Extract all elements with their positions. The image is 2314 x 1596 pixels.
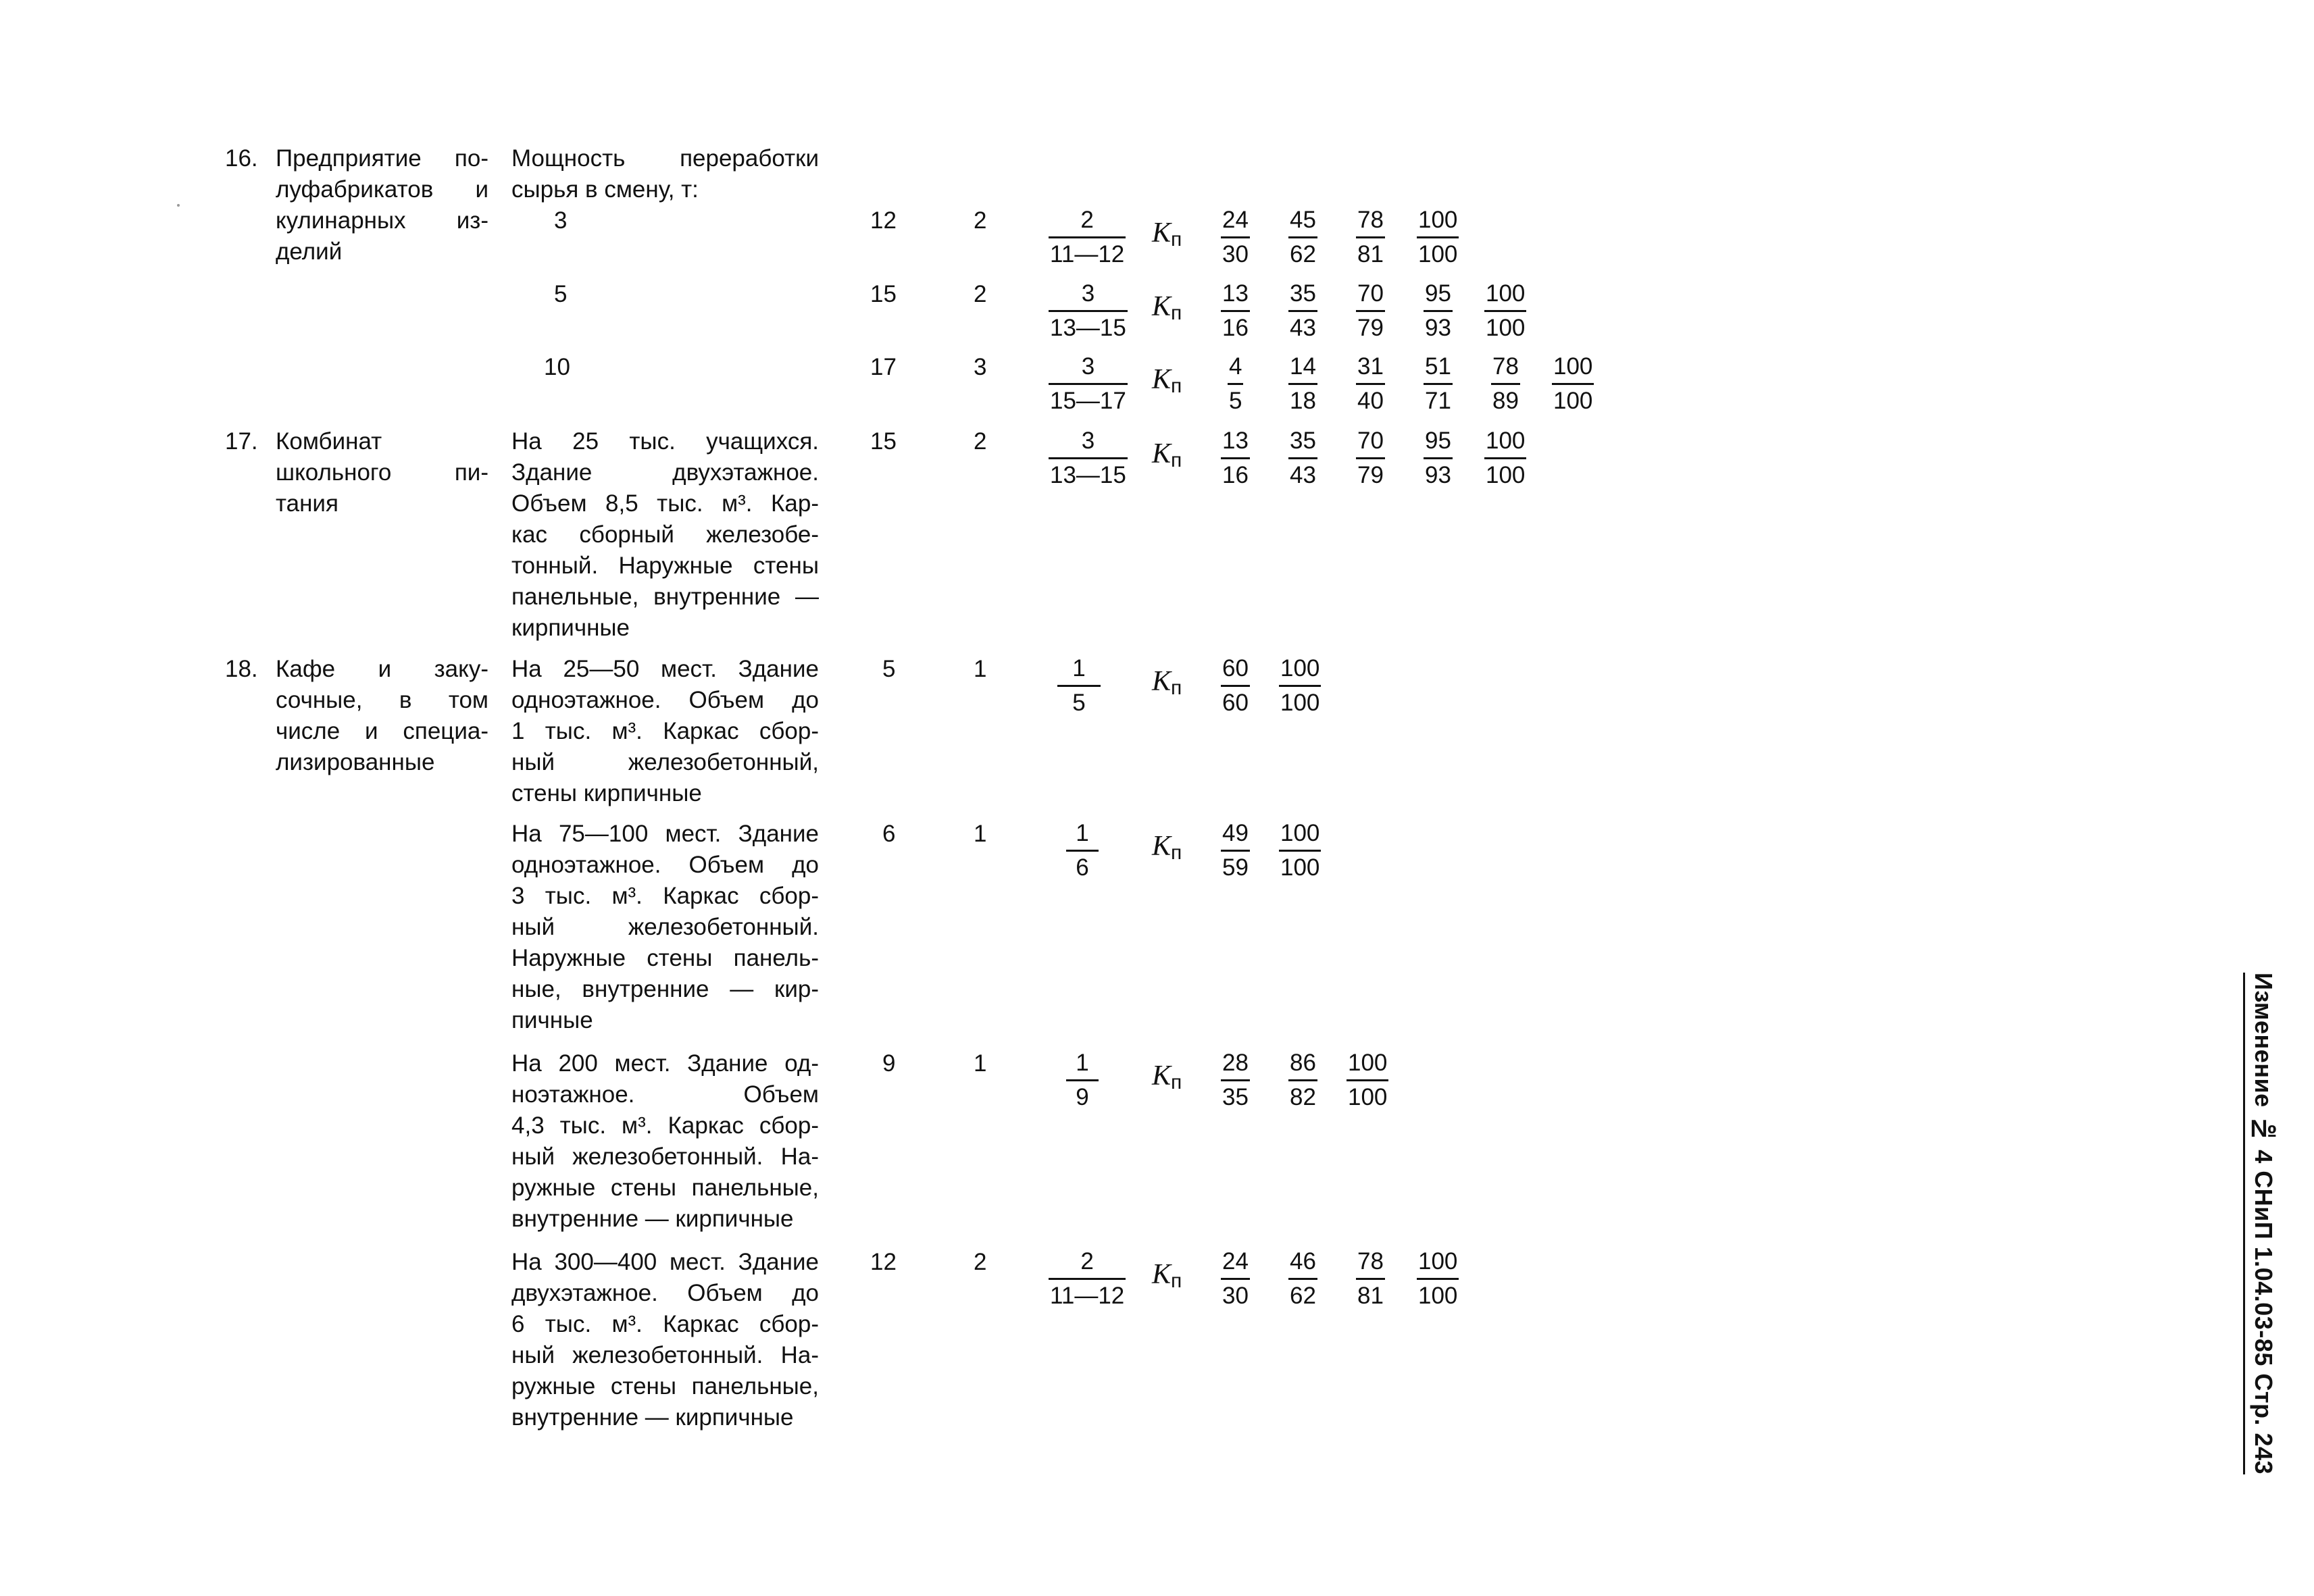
distribution-fraction: $\frac{28}{35}$ bbox=[1222, 1050, 1249, 1110]
distribution-fraction: $\frac{46}{62}$ bbox=[1290, 1248, 1316, 1309]
column-2-value: 1 bbox=[974, 656, 987, 682]
item-number: 18. bbox=[225, 656, 258, 682]
kp-symbol: $K_п$ bbox=[1152, 1060, 1182, 1093]
distribution-fraction: $\frac{100}{100}$ bbox=[1418, 207, 1458, 267]
distribution-fraction: $\frac{51}{71}$ bbox=[1425, 353, 1451, 414]
item-name: Кафе и заку- сочные, в том числе и специа- лизированные bbox=[276, 656, 488, 775]
distribution-fraction: $\frac{31}{40}$ bbox=[1357, 353, 1384, 414]
page-caption: Изменение № 4 СНиП 1.04.03-85 Стр. 243 bbox=[2243, 973, 2278, 1474]
distribution-fraction: $\frac{70}{79}$ bbox=[1357, 280, 1384, 341]
distribution-fraction: $\frac{49}{59}$ bbox=[1222, 820, 1249, 881]
kp-symbol: $K_п$ bbox=[1152, 291, 1182, 324]
fraction: $\frac{1}{9}$ bbox=[1066, 1050, 1099, 1111]
column-2-value: 1 bbox=[974, 821, 987, 847]
distribution-fraction: $\frac{24}{30}$ bbox=[1222, 207, 1249, 267]
distribution-fraction: $\frac{100}{100}$ bbox=[1280, 820, 1320, 881]
distribution-fraction: $\frac{24}{30}$ bbox=[1222, 1248, 1249, 1309]
column-2-value: 1 bbox=[974, 1050, 987, 1077]
distribution-fraction: $\frac{100}{100}$ bbox=[1486, 428, 1526, 488]
column-2-value: 2 bbox=[974, 281, 987, 307]
distribution-fraction: $\frac{60}{60}$ bbox=[1222, 655, 1249, 716]
distribution-fraction: $\frac{4}{5}$ bbox=[1229, 353, 1242, 414]
item-number: 16. bbox=[225, 145, 258, 172]
column-1-value: 12 bbox=[870, 207, 897, 234]
column-2-value: 3 bbox=[974, 354, 987, 380]
column-1-value: 12 bbox=[870, 1249, 897, 1275]
fraction: $\frac{3}{13—15}$ bbox=[1050, 280, 1126, 341]
kp-symbol: $K_п$ bbox=[1152, 438, 1182, 471]
row-description: На 25—50 мест. Здание одноэтажное. Объем до 1 тыс. м³. Каркас сбор- ный железобетонный, стены кирпичные bbox=[511, 656, 819, 806]
column-1-value: 6 bbox=[882, 821, 896, 847]
distribution-fraction: $\frac{100}{100}$ bbox=[1280, 655, 1320, 716]
distribution-fraction: $\frac{13}{16}$ bbox=[1222, 428, 1249, 488]
kp-symbol: $K_п$ bbox=[1152, 1259, 1182, 1292]
distribution-fraction: $\frac{100}{100}$ bbox=[1486, 280, 1526, 341]
column-1-value: 9 bbox=[882, 1050, 896, 1077]
distribution-fraction: $\frac{78}{89}$ bbox=[1492, 353, 1519, 414]
fraction: $\frac{1}{6}$ bbox=[1066, 820, 1099, 881]
column-2-value: 2 bbox=[974, 428, 987, 455]
distribution-fraction: $\frac{100}{100}$ bbox=[1348, 1050, 1388, 1110]
column-1-value: 15 bbox=[870, 281, 897, 307]
distribution-fraction: $\frac{78}{81}$ bbox=[1357, 207, 1384, 267]
kp-symbol: $K_п$ bbox=[1152, 217, 1182, 251]
distribution-fraction: $\frac{95}{93}$ bbox=[1425, 428, 1451, 488]
distribution-fraction: $\frac{14}{18}$ bbox=[1290, 353, 1316, 414]
distribution-fraction: $\frac{78}{81}$ bbox=[1357, 1248, 1384, 1309]
distribution-fraction: $\frac{86}{82}$ bbox=[1290, 1050, 1316, 1110]
fraction: $\frac{2}{11—12}$ bbox=[1050, 207, 1125, 267]
column-2-value: 2 bbox=[974, 1249, 987, 1275]
row-description: На 25 тыс. учащихся. Здание двухэтажное. Объем 8,5 тыс. м³. Кар- кас сборный железобе- тонный. Наружные стены панельные, внутренние — кирпичные bbox=[511, 428, 819, 641]
distribution-fraction: $\frac{45}{62}$ bbox=[1290, 207, 1316, 267]
fraction: $\frac{3}{15—17}$ bbox=[1050, 353, 1126, 414]
item-name: Предприятие по- луфабрикатов и кулинарных из- делий bbox=[276, 145, 488, 265]
row-description: 10 bbox=[544, 354, 570, 380]
row-description: На 200 мест. Здание од- ноэтажное. Объем 4,3 тыс. м³. Каркас сбор- ный железобетонный. На- ружные стены панельные, внутренние — кирпичные bbox=[511, 1050, 819, 1232]
row-description: 5 bbox=[554, 281, 568, 307]
fraction: $\frac{1}{5}$ bbox=[1057, 655, 1101, 717]
distribution-fraction: $\frac{35}{43}$ bbox=[1290, 280, 1316, 341]
row-description: На 300—400 мест. Здание двухэтажное. Объем до 6 тыс. м³. Каркас сбор- ный железобетонный. На- ружные стены панельные, внутренние — кирпичные bbox=[511, 1249, 819, 1431]
item-name: Комбинат школьного пи- тания bbox=[276, 428, 488, 517]
row-description: 3 bbox=[554, 207, 568, 234]
item-number: 17. bbox=[225, 428, 258, 455]
distribution-fraction: $\frac{35}{43}$ bbox=[1290, 428, 1316, 488]
column-1-value: 15 bbox=[870, 428, 897, 455]
distribution-fraction: $\frac{100}{100}$ bbox=[1418, 1248, 1458, 1309]
fraction: $\frac{2}{11—12}$ bbox=[1050, 1248, 1125, 1309]
column-1-value: 5 bbox=[882, 656, 896, 682]
row-description: На 75—100 мест. Здание одноэтажное. Объем до 3 тыс. м³. Каркас сбор- ный железобетонный. Наружные стены панель- ные, внутренние — кир- пичные bbox=[511, 821, 819, 1033]
distribution-fraction: $\frac{95}{93}$ bbox=[1425, 280, 1451, 341]
kp-symbol: $K_п$ bbox=[1152, 666, 1182, 699]
scan-speck bbox=[177, 204, 180, 207]
fraction: $\frac{3}{13—15}$ bbox=[1050, 428, 1126, 488]
distribution-fraction: $\frac{70}{79}$ bbox=[1357, 428, 1384, 488]
column-1-value: 17 bbox=[870, 354, 897, 380]
column-2-value: 2 bbox=[974, 207, 987, 234]
distribution-fraction: $\frac{13}{16}$ bbox=[1222, 280, 1249, 341]
kp-symbol: $K_п$ bbox=[1152, 364, 1182, 397]
kp-symbol: $K_п$ bbox=[1152, 831, 1182, 864]
distribution-fraction: $\frac{100}{100}$ bbox=[1553, 353, 1593, 414]
item-header: Мощность переработки сырья в смену, т: bbox=[511, 145, 819, 203]
